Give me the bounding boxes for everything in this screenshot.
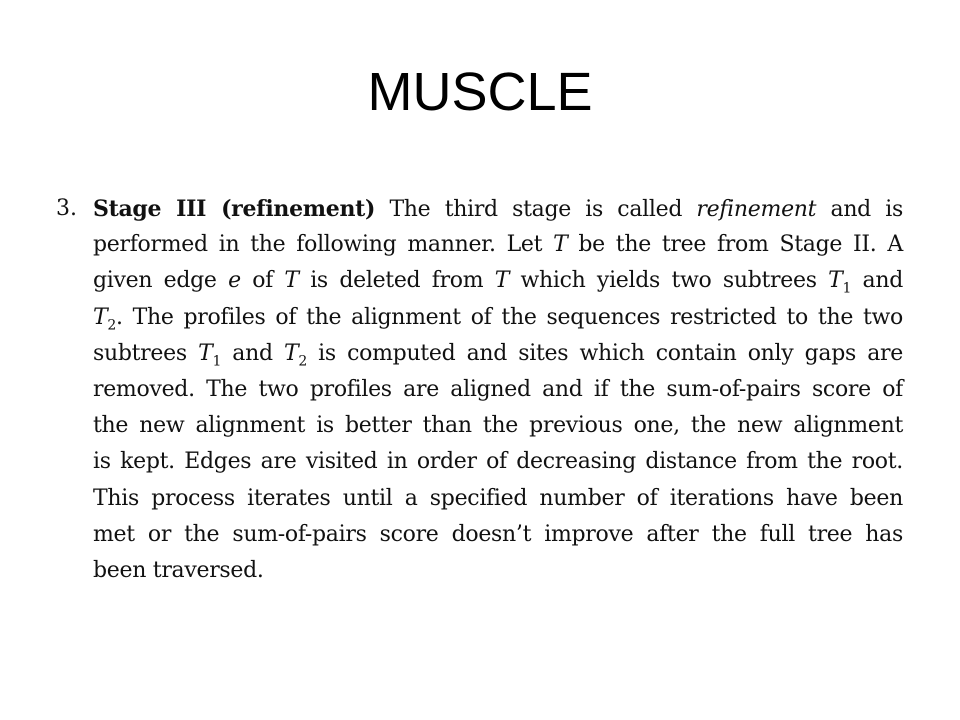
slide-title: MUSCLE xyxy=(367,62,593,122)
paragraph xyxy=(93,191,903,589)
text-line xyxy=(93,263,903,299)
text-run: This process iterates until a specified number of iterations have been xyxy=(93,485,903,511)
text-run: and xyxy=(851,268,903,294)
list-number: 3. xyxy=(56,196,77,221)
text-run: which yields two subtrees xyxy=(509,268,829,294)
subscript: 1 xyxy=(842,280,852,297)
math-symbol: T xyxy=(283,340,299,366)
text-run: be the tree from Stage II. A xyxy=(567,232,903,258)
text-run: met or the sum-of-pairs score doesn’t improve after the full tree has xyxy=(93,521,903,547)
text-line xyxy=(93,444,903,480)
text-run: subtrees xyxy=(93,340,199,366)
text-run: and is xyxy=(816,197,903,222)
text-run: The third stage is called xyxy=(389,197,697,222)
text-run: been traversed. xyxy=(93,557,264,583)
text-run: removed. The two profiles are aligned and if the sum-of-pairs score of xyxy=(93,376,903,402)
text-run: . The profiles of the alignment of the sequences restricted to the two xyxy=(115,304,903,330)
text-line xyxy=(93,227,903,263)
math-symbol: T xyxy=(198,340,213,366)
text-line xyxy=(93,481,903,517)
math-symbol: e xyxy=(228,268,241,294)
subscript: 2 xyxy=(298,353,307,370)
text-line xyxy=(93,408,903,444)
subscript: 1 xyxy=(212,353,222,370)
text-line xyxy=(93,372,903,408)
text-run: is computed and sites which contain only gaps are xyxy=(306,340,903,366)
text-run: and xyxy=(221,340,284,366)
math-symbol: refinement xyxy=(696,197,817,222)
math-symbol: T xyxy=(284,268,299,294)
math-symbol: T xyxy=(494,268,510,294)
text-run: given edge xyxy=(93,268,229,294)
text-run: the new alignment is better than the previous one, the new alignment xyxy=(93,413,903,439)
text-line xyxy=(93,517,903,553)
math-symbol: T xyxy=(93,304,108,330)
text-line xyxy=(93,191,903,227)
text-run: performed in the following manner. Let xyxy=(93,232,554,258)
text-run: of xyxy=(240,268,285,294)
math-symbol: T xyxy=(828,268,843,294)
item-heading: Stage III (refinement) xyxy=(93,196,376,222)
math-symbol: T xyxy=(553,232,568,258)
text-line xyxy=(93,336,903,372)
subscript: 2 xyxy=(107,316,116,333)
text-line xyxy=(93,553,903,589)
text-run: is kept. Edges are visited in order of decreasing distance from the root. xyxy=(93,449,903,475)
text-run: is deleted from xyxy=(298,268,495,294)
text-line xyxy=(93,300,903,336)
